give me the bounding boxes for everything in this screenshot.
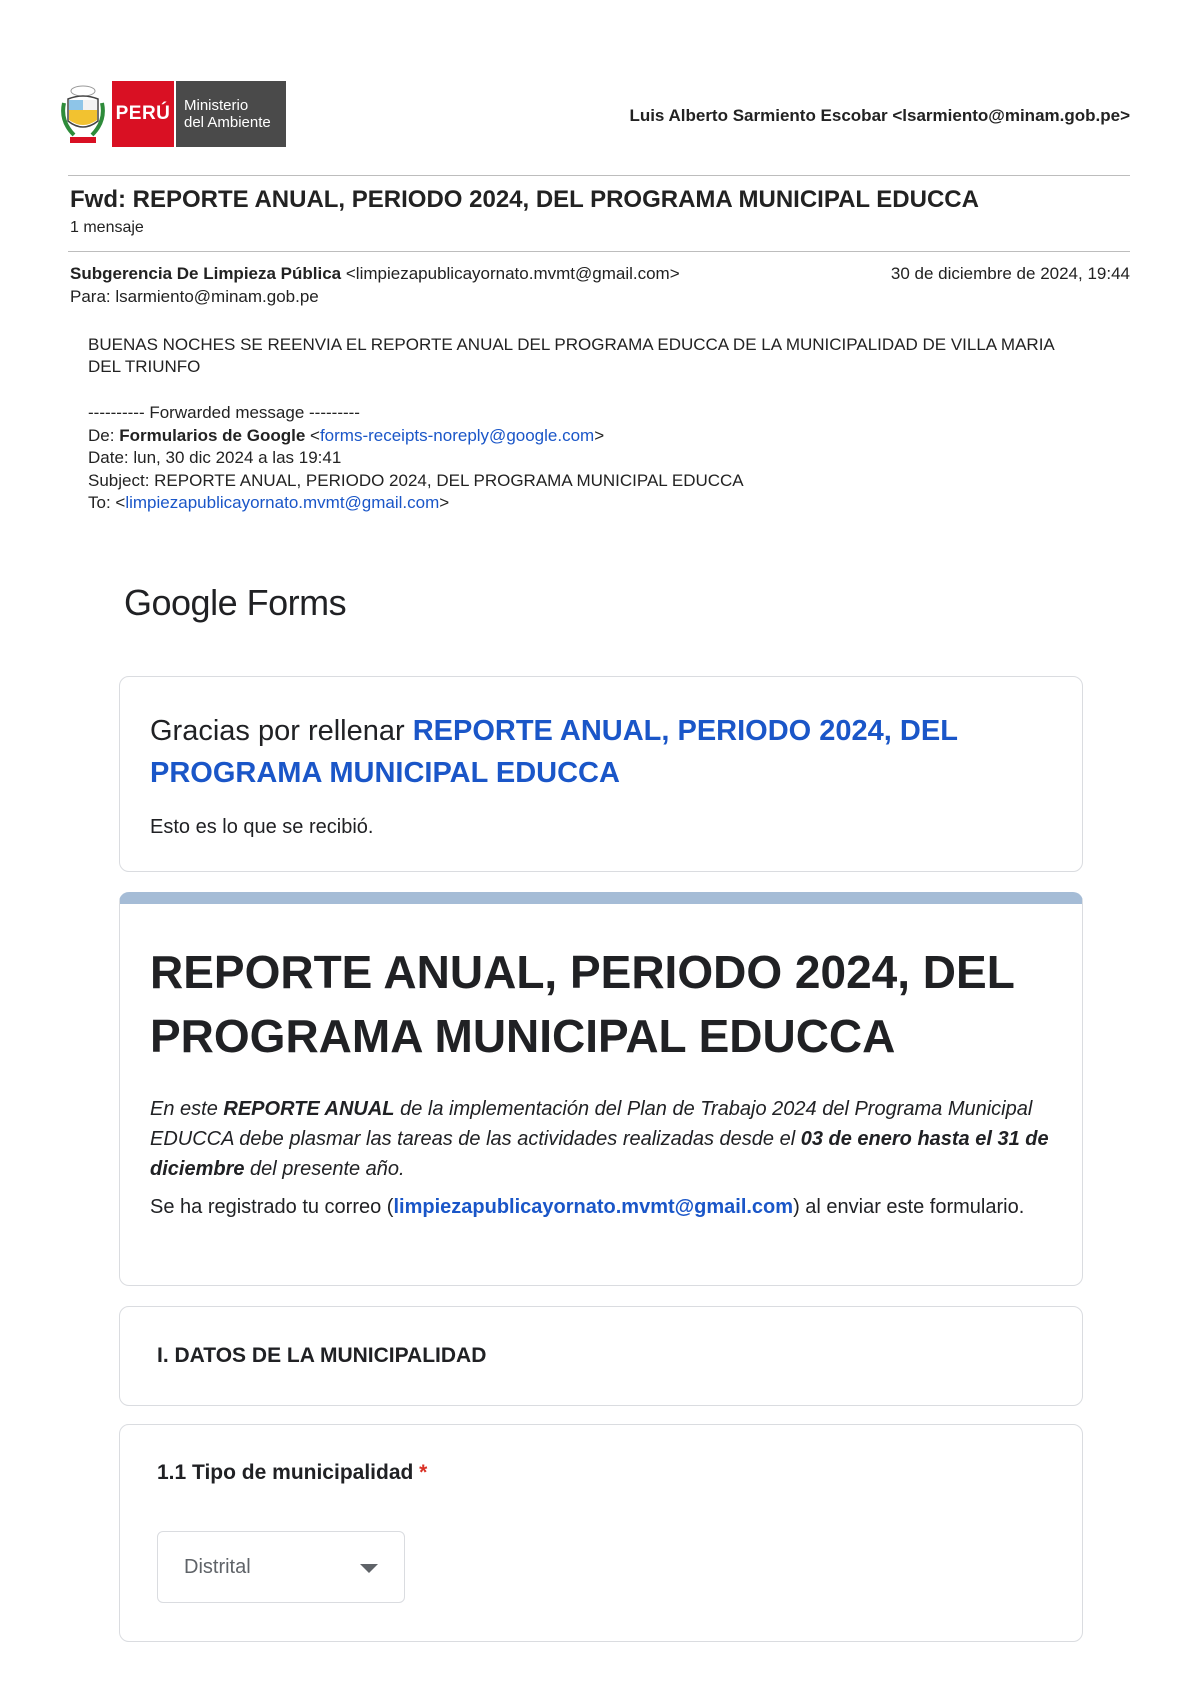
email-body: BUENAS NOCHES SE REENVIA EL REPORTE ANUAL DEL PROGRAMA EDUCCA DE LA MUNICIPALIDAD DE VILLA MARIA DEL TRIUNFO [88, 335, 1054, 376]
google-wordmark: Google [124, 582, 238, 623]
sender-line [70, 264, 680, 284]
thanks-prefix: Gracias por rellenar [150, 715, 405, 747]
sender-email: <limpiezapublicayornato.mvmt@gmail.com> [345, 264, 680, 283]
forward-separator: ---------- Forwarded message --------- [88, 403, 360, 422]
recipient-line: Para: lsarmiento@minam.gob.pe [70, 287, 319, 306]
divider [68, 175, 1130, 176]
chevron-down-icon [360, 1564, 378, 1573]
required-mark: * [419, 1461, 428, 1484]
selected-value: Distrital [184, 1556, 251, 1578]
email-subject: Fwd: REPORTE ANUAL, PERIODO 2024, DEL PROGRAMA MUNICIPAL EDUCCA [70, 186, 979, 213]
message-count: 1 mensaje [70, 219, 144, 236]
forward-from-email-link[interactable]: forms-receipts-noreply@google.com [319, 425, 595, 445]
forward-to-email-link[interactable]: limpiezapublicayornato.mvmt@gmail.com [125, 493, 440, 512]
logo-ministry-line2: del Ambiente [184, 114, 271, 131]
question-title: 1.1 Tipo de municipalidad * [157, 1461, 428, 1484]
registered-email: limpiezapublicayornato.mvmt@gmail.com [393, 1196, 794, 1218]
question-card [119, 1424, 1083, 1642]
forms-wordmark: Forms [246, 582, 347, 623]
forward-subject: Subject: REPORTE ANUAL, PERIODO 2024, DEL PROGRAMA MUNICIPAL EDUCCA [88, 470, 744, 490]
registered-email-note: Se ha registrado tu correo (limpiezapublicayornato.mvmt@gmail.com) al enviar este formulario. [150, 1196, 1025, 1218]
forward-date: Date: lun, 30 dic 2024 a las 19:41 [88, 448, 342, 467]
minam-logo [60, 80, 286, 148]
received-note: Esto es lo que se recibió. [150, 816, 374, 838]
sender-name: Subgerencia De Limpieza Pública [70, 264, 342, 283]
account-user: Luis Alberto Sarmiento Escobar <lsarmiento@minam.gob.pe> [629, 106, 1130, 125]
thanks-message [150, 710, 1050, 794]
forward-to: To: <limpiezapublicayornato.mvmt@gmail.com> [88, 493, 450, 512]
thanks-card [119, 676, 1083, 872]
forward-from: De: Formularios de Google <forms-receipts-noreply@google.com> [88, 425, 605, 445]
section-card [119, 1306, 1083, 1406]
forwarded-header [88, 402, 744, 515]
divider [68, 251, 1130, 252]
logo-ministry [174, 81, 286, 147]
form-title: REPORTE ANUAL, PERIODO 2024, DEL PROGRAMA MUNICIPAL EDUCCA [150, 946, 1014, 1062]
thanks-form-title-link[interactable]: REPORTE ANUAL, PERIODO 2024, DEL PROGRAMA MUNICIPAL EDUCCA [150, 715, 958, 789]
municipality-type-select[interactable] [157, 1531, 405, 1603]
section-title: I. DATOS DE LA MUNICIPALIDAD [157, 1344, 487, 1367]
email-date: 30 de diciembre de 2024, 19:44 [890, 264, 1130, 283]
form-description: En este REPORTE ANUAL de la implementación del Plan de Trabajo 2024 del Programa Municipal EDUCCA debe plasmar las tareas de las actividades realizadas desde el 03 de enero hasta el 31 de diciembre del presente año. [150, 1098, 1049, 1180]
form-header-card [119, 892, 1083, 1286]
peru-coat-of-arms-icon [60, 81, 106, 147]
google-forms-logo [124, 582, 346, 624]
forward-from-name: Formularios de Google [119, 425, 306, 445]
logo-country: PERÚ [112, 81, 174, 147]
logo-ministry-line1: Ministerio [184, 97, 249, 114]
